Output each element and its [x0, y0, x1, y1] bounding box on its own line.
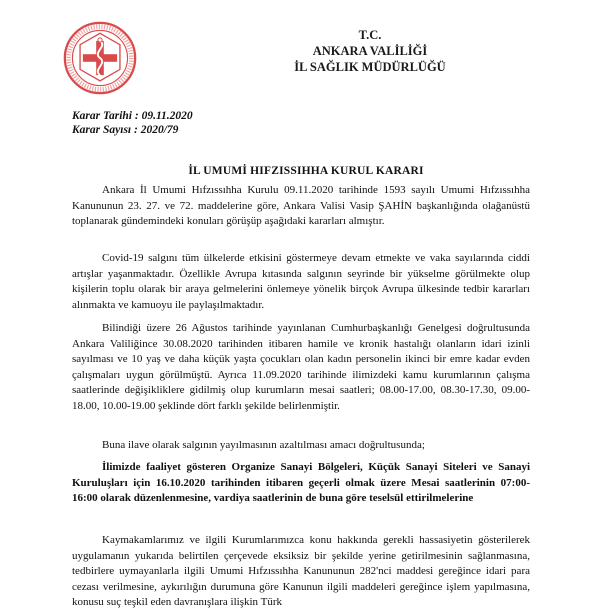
header-line-directorate: İL SAĞLIK MÜDÜRLÜĞÜ	[294, 60, 446, 74]
document-title: İL UMUMİ HIFZISSIHHA KURUL KARARI	[188, 165, 424, 177]
decision-meta	[72, 109, 193, 137]
paragraph-circular: Bilindiği üzere 26 Ağustos tarihinde yayınlanan Cumhurbaşkanlığı Genelgesi doğrultusunda Ankara Valiliğince 30.08.2020 tarihinden itibaren hamile ve kronik hastalığı olanların idari izinli sayılması ve 10 yaş ve daha küçük yaşta çocukları olan kadın personelin ikinci bir emre kadar evden çalışmaları uygun görülmüştü. Ayrıca 11.09.2020 tarihinde ilimizdeki kamu kurumlarının çalışma saatlerinde değişikliklere gidilmiş olup kurumların mesai saatleri; 08.00-17.00, 08.30-17.30, 09.00-18.00, 10.00-19.00 şeklinde dört farklı şekilde belirlenmiştir.	[72, 322, 530, 412]
decision-number-value: : 2020/79	[134, 124, 179, 136]
decision-number-label: Karar Sayısı	[72, 124, 132, 136]
decision-number-row	[72, 123, 193, 137]
paragraph-enforcement: Kaymakamlarımız ve ilgili Kurumlarımızca konu hakkında gerekli hassasiyetin gösterilerek uygulamanın yukarıda belirtilen çerçevede eksiksiz bir şekilde yerine getirilmesinin sağlanmasına, tedbirlere uymayanlarla ilgili Umumi Hıfzıssıhha Kanununun 282'nci maddesi gereğince idari para cezası verilmesine, aykırılığın durumuna göre Kanunun ilgili maddeleri gereğince işlem yapılmasına, konusu suç teşkil eden davranışlara ilişkin Türk	[72, 534, 530, 608]
decision-date-label: Karar Tarihi	[72, 110, 132, 122]
header-line-tc: T.C.	[358, 28, 382, 42]
document-header	[140, 27, 600, 75]
paragraph-intro: Ankara İl Umumi Hıfzıssıhha Kurulu 09.11.2020 tarihinde 1593 sayılı Umumi Hıfzıssıhha Kanununun 23. 27. ve 72. maddelerine göre, Ankara Valisi Vasip ŞAHİN başkanlığında olağanüstü toplanarak gündemindeki konuları görüşüp aşağıdaki kararları almıştır.	[72, 184, 530, 227]
health-ministry-seal-icon	[62, 20, 138, 96]
header-line-governorship: ANKARA VALİLİĞİ	[312, 44, 428, 58]
paragraph-additional: Buna ilave olarak salgının yayılmasının azaltılması amacı doğrultusunda;	[102, 439, 425, 451]
paragraph-covid: Covid-19 salgını tüm ülkelerde etkisini göstermeye devam etmekte ve vaka sayılarında ciddi artışlar yaşanmaktadır. Özellikle Avrupa kıtasında salgının seyrinde bir yükselme görülmekte olup kişilerin toplu olarak bir araya gelmelerini önlemeye yönelik birçok Avrupa ülkesinde tedbir kararları alınmakta ve kamuoyu ile paylaşılmaktadır.	[72, 252, 530, 311]
paragraph-decision: İlimizde faaliyet gösteren Organize Sanayi Bölgeleri, Küçük Sanayi Siteleri ve Sanayi Kuruluşları için 16.10.2020 tarihinden itibaren geçerli olmak üzere Mesai saatlerinin 07:00- 16:00 olarak düzenlenmesine, vardiya saatlerinin de buna göre teselsül ettirilmelerine	[72, 461, 530, 504]
decision-date-row	[72, 109, 193, 123]
decision-date-value: : 09.11.2020	[134, 110, 193, 122]
